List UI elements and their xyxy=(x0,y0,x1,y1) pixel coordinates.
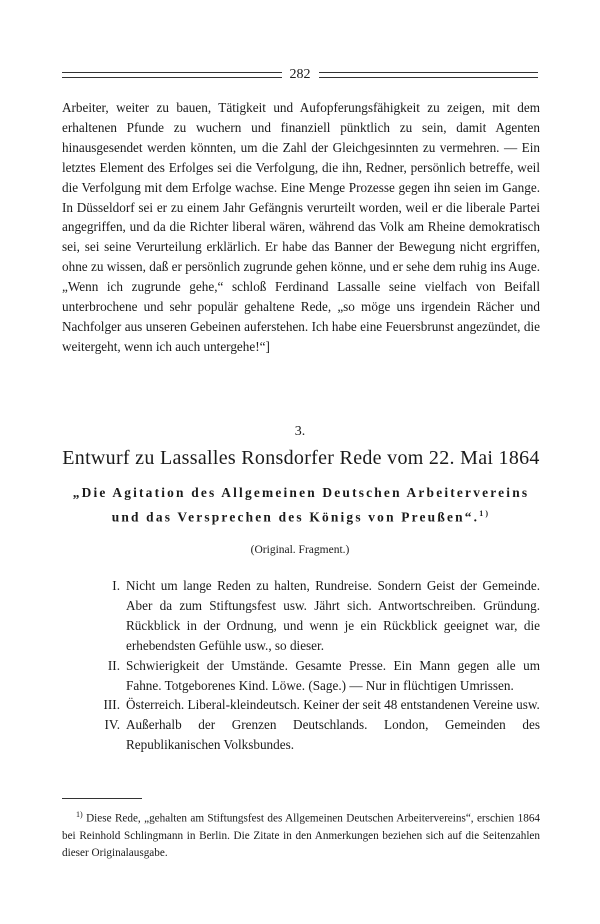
footnote-text: Diese Rede, „gehalten am Stiftungsfest des Allgemeinen Deutschen Arbeitervereins“, erschien 1864 bei Reinhold Schlingmann in Berlin. Die Zitate in den Anmerkungen beziehen sich auf die Seitenzahlen dieser Originalausgabe. xyxy=(62,812,541,859)
outline-item xyxy=(82,715,540,755)
outline-number: II. xyxy=(107,657,120,673)
page-number: 282 xyxy=(289,67,311,82)
original-note: (Original. Fragment.) xyxy=(250,544,350,556)
body-paragraph: Arbeiter, weiter zu bauen, Tätigkeit und Aufopferungsfähigkeit zu zeigen, mit dem erhaltenen Pfunde zu wuchern und finanziell pünktlich zu sein, damit Agenten hinausgesendet werden könnten, um die Zahl der Gleichgesinnten zu vermehren. — Ein letztes Element des Erfolges sei die Verfolgung, die ihn, Redner, persönlich betreffe, weil die Verfolgung mit dem Erfolge wachse. Eine Menge Prozesse gegen ihn seien im Gange. In Düsseldorf sei er zu einem Jahr Gefängnis verurteilt worden, weil er die liberale Partei angegriffen, und da die Richter liberal wären, während das Volk am Rheine demokratisch sei, sei seine Verurteilung erklärlich. Er habe das Banner der Bewegung nicht ergriffen, ohne zu wissen, daß er persönlich zugrunde gehen könne, und er sehe dem ruhig ins Auge. „Wenn ich zugrunde gehe,“ schloß Ferdinand Lassalle seine vielfach von Beifall unterbrochene und sehr populär gehaltene Rede, „so möge uns irgendein Rächer und Nachfolger aus unseren Gebeinen auferstehen. Ich habe eine Feuersbrunst angezündet, die weitergeht, wenn ich auch untergehe!“] xyxy=(62,100,540,354)
outline-number: III. xyxy=(103,697,120,713)
section-number: 3. xyxy=(294,424,306,439)
subtitle-text: „Die Agitation des Allgemeinen Deutschen Arbeitervereins und das Versprechen des Königs von Preußen“. xyxy=(72,485,530,525)
outline-number: I. xyxy=(112,578,120,593)
outline-text: Österreich. Liberal-kleindeutsch. Keiner der seit 48 entstandenen Vereine usw. xyxy=(126,697,540,713)
footnote-rule xyxy=(62,798,142,799)
subtitle-footnote-mark: 1) xyxy=(479,509,491,518)
section-title: Entwurf zu Lassalles Ronsdorfer Rede vom 22. Mai 1864 xyxy=(62,447,540,469)
outline-list xyxy=(82,576,540,755)
header-rule-right xyxy=(319,72,539,78)
outline-text: Außerhalb der Grenzen Deutschlands. London, Gemeinden des Republikanischen Volksbundes. xyxy=(126,717,540,753)
header-rule-left xyxy=(62,72,282,78)
outline-text: Schwierigkeit der Umstände. Gesamte Presse. Ein Mann gegen alle um Fahne. Totgeborenes Kind. Löwe. (Sage.) — Nur in flüchtigen Umrissen. xyxy=(126,657,540,693)
page-header xyxy=(62,66,538,84)
body-text xyxy=(62,98,540,357)
outline-item xyxy=(82,656,540,696)
outline-item xyxy=(82,576,540,656)
footnote-mark: 1) xyxy=(76,810,83,819)
footnote xyxy=(62,806,540,862)
outline-item xyxy=(82,695,540,715)
section-subtitle xyxy=(62,482,540,527)
outline-text: Nicht um lange Reden zu halten, Rundreise. Sondern Geist der Gemeinde. Aber da zum Stiftungsfest usw. Jährt sich. Antwortschreiben. Gründung. Rückblick in der Ordnung, und wenn je ein Rückblick geeignet war, die erhebendsten Gefühle usw., so dieser. xyxy=(126,578,540,653)
outline-number: IV. xyxy=(104,717,120,733)
